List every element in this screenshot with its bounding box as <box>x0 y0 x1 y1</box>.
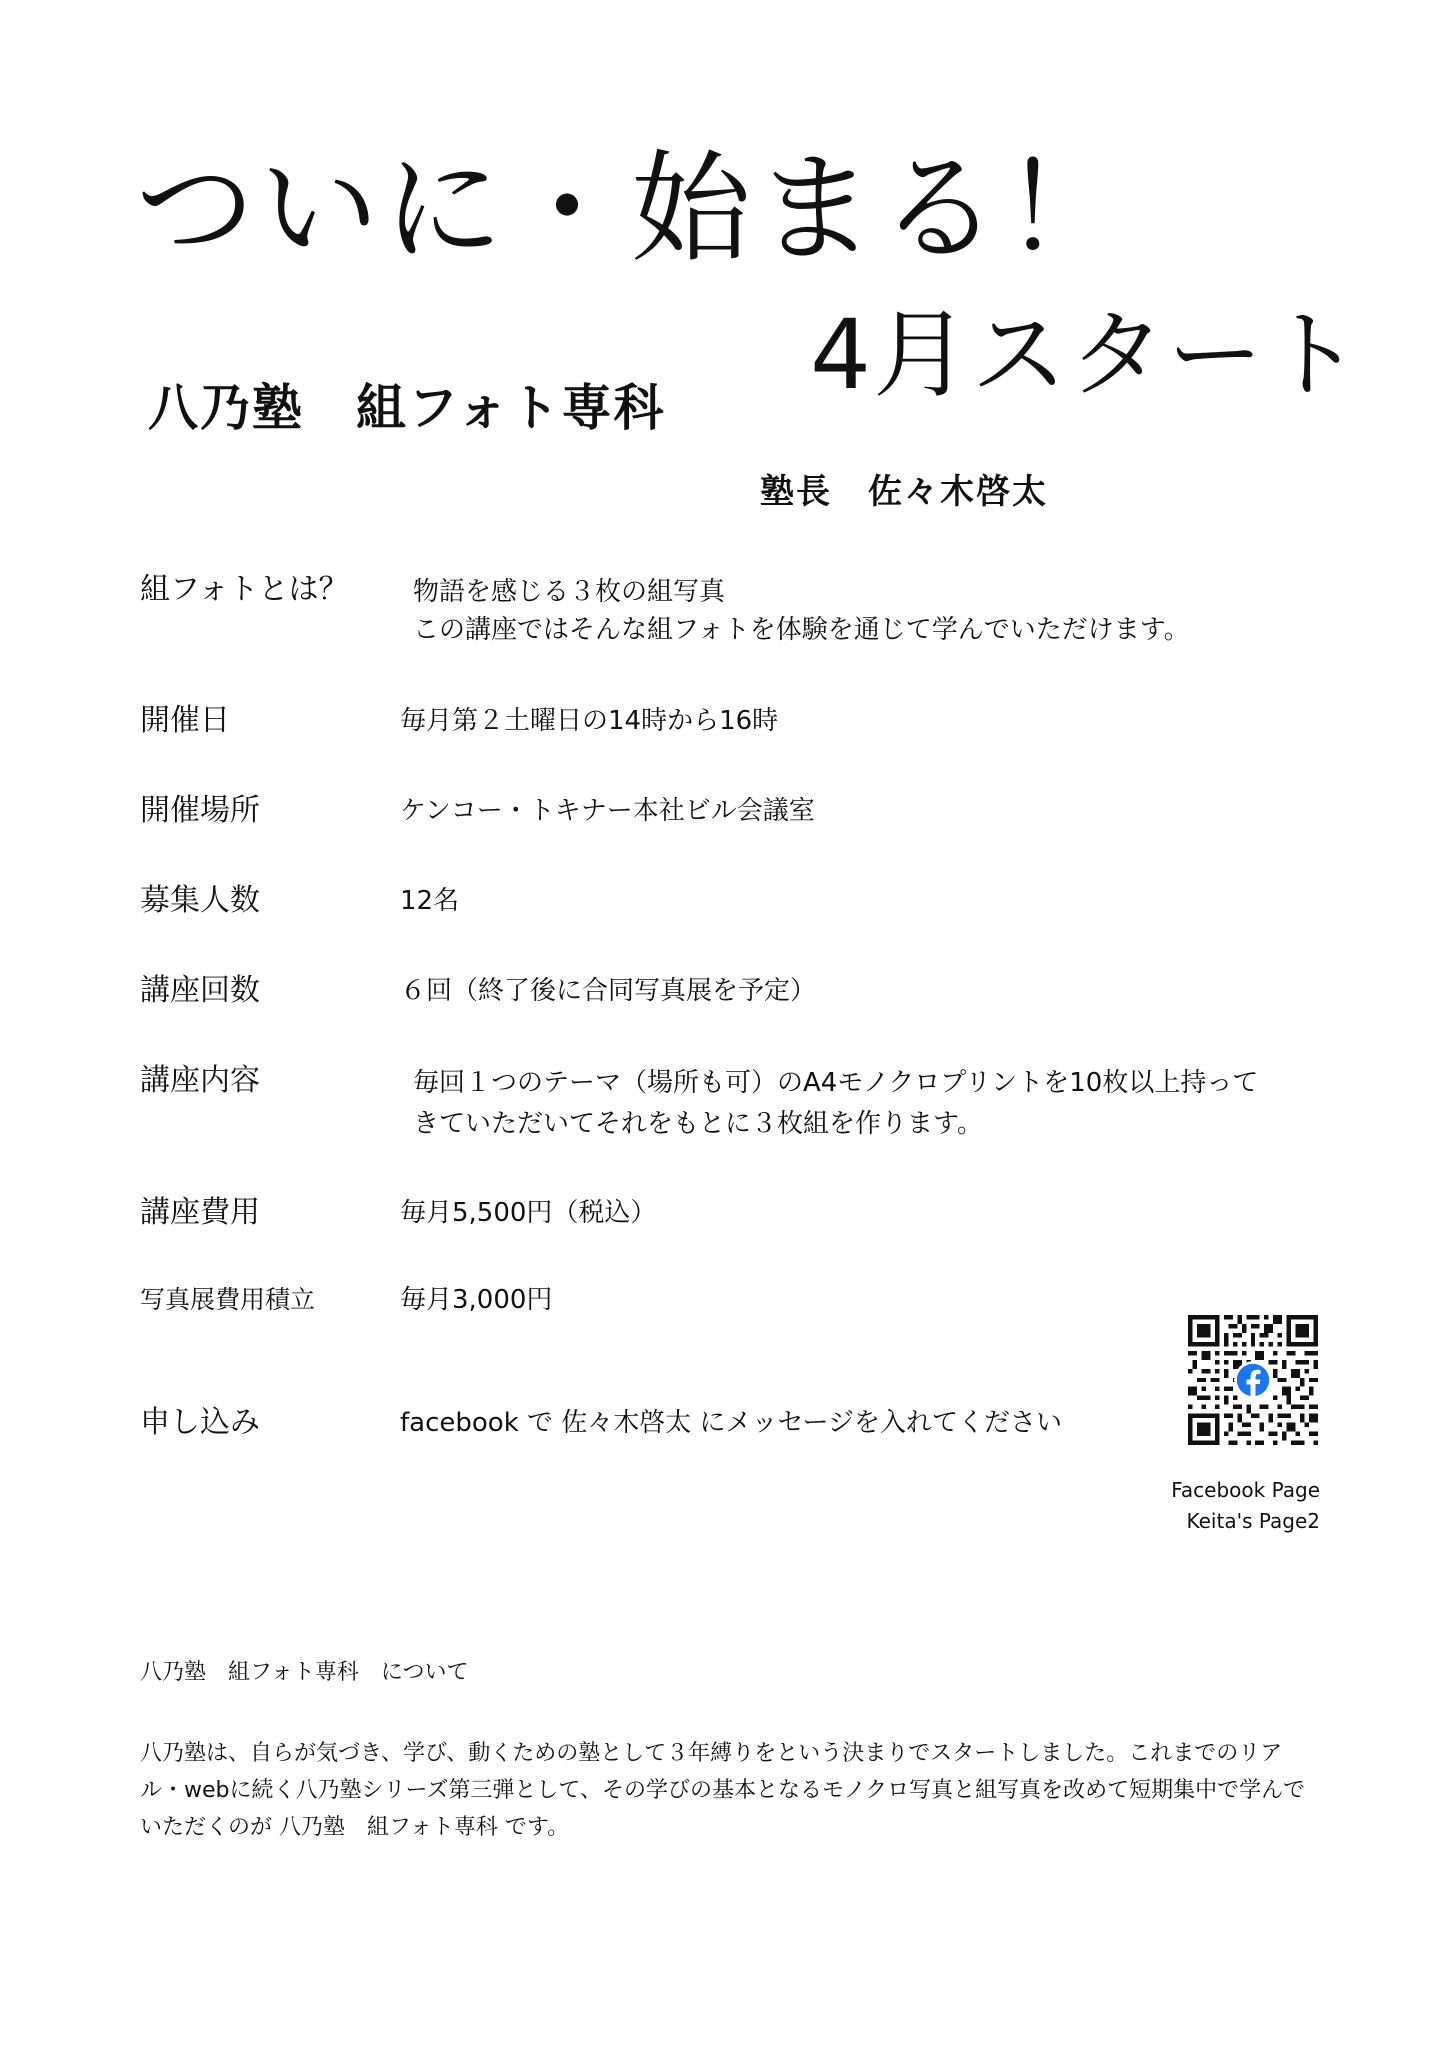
qr-caption-line2: Keita's Page2 <box>1186 1509 1320 1533</box>
info-value-exhibition-fund: 毎月3,000円 <box>400 1285 553 1315</box>
info-label-apply: 申し込み <box>140 1405 260 1440</box>
qr-caption-line1: Facebook Page <box>1171 1478 1320 1502</box>
info-label-date: 開催日 <box>140 703 230 738</box>
facebook-icon <box>1234 1361 1272 1399</box>
info-label-exhibition-fund: 写真展費用積立 <box>140 1285 316 1314</box>
info-label-fee: 講座費用 <box>140 1195 260 1230</box>
info-label-sessions: 講座回数 <box>140 973 260 1008</box>
info-value-apply: facebook で 佐々木啓太 にメッセージを入れてください <box>400 1408 1062 1438</box>
info-label-content: 講座内容 <box>140 1063 260 1098</box>
course-title: 八乃塾 組フォト専科 <box>148 378 666 437</box>
qr-code[interactable] <box>1188 1315 1318 1445</box>
start-month: 4月スタート <box>810 299 1364 411</box>
headline: ついに・始まる！ <box>135 140 1127 279</box>
info-value-content-1: 毎回１つのテーマ（場所も可）のA4モノクロプリントを10枚以上持って <box>413 1068 1259 1098</box>
principal-name: 塾長 佐々木啓太 <box>760 472 1048 512</box>
info-label-about: 組フォトとは？ <box>140 572 349 607</box>
info-value-sessions: ６回（終了後に合同写真展を予定） <box>400 976 817 1006</box>
info-value-venue: ケンコー・トキナー本社ビル会議室 <box>400 796 815 826</box>
info-value-about-1: 物語を感じる３枚の組写真 <box>413 577 726 607</box>
info-value-capacity: 12名 <box>400 886 460 916</box>
info-value-about-2: この講座ではそんな組フォトを体験を通じて学んでいただけます。 <box>413 615 1190 645</box>
info-label-capacity: 募集人数 <box>140 883 260 918</box>
about-body: 八乃塾は、自らが気づき、学び、動くための塾として３年縛りをという決まりでスタートしました。これまでのリアル・webに続く八乃塾シリーズ第三弾として、その学びの基本となるモノクロ写真と組写真を改めて短期集中で学んでいただくのが 八乃塾 組フォト専科 です。 <box>140 1741 1306 1840</box>
info-value-fee: 毎月5,500円（税込） <box>400 1198 657 1228</box>
about-title: 八乃塾 組フォト専科 について <box>140 1660 469 1685</box>
info-value-date: 毎月第２土曜日の14時から16時 <box>400 706 779 736</box>
info-value-content-2: きていただいてそれをもとに３枚組を作ります。 <box>413 1109 983 1139</box>
info-label-venue: 開催場所 <box>140 793 260 828</box>
